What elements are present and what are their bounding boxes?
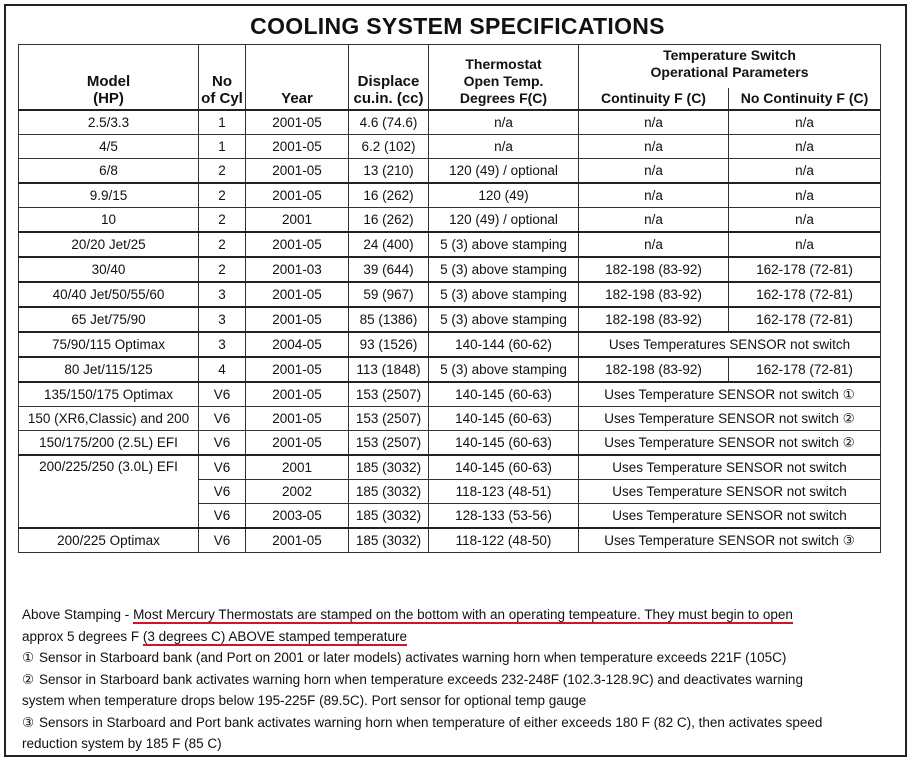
- note-3: ③ Sensors in Starboard and Port bank activates warning horn when temperature of either exceeds 180 F (82 C), then activates speed reduction system by 185 F (85 C): [22, 712, 892, 755]
- header-cyl: No of Cyl: [199, 45, 246, 111]
- cell-no-continuity: n/a: [729, 135, 881, 159]
- table-row: [19, 407, 881, 431]
- cell-model: 75/90/115 Optimax: [19, 332, 199, 357]
- table-row: [19, 307, 881, 332]
- cell-model: 135/150/175 Optimax: [19, 382, 199, 407]
- cell-thermostat: n/a: [429, 135, 579, 159]
- cell-continuity: n/a: [579, 208, 729, 233]
- cell-cyl: 3: [199, 332, 246, 357]
- cell-thermostat: 5 (3) above stamping: [429, 232, 579, 257]
- cell-displacement: 185 (3032): [349, 480, 429, 504]
- cell-model: 6/8: [19, 159, 199, 184]
- note-1: ① Sensor in Starboard bank (and Port on 2001 or later models) activates warning horn when temperature exceeds 221F (105C): [22, 647, 892, 669]
- cell-thermostat: 5 (3) above stamping: [429, 357, 579, 382]
- cell-sensor-note: Uses Temperatures SENSOR not switch: [579, 332, 881, 357]
- cell-sensor-note: Uses Temperature SENSOR not switch ①: [579, 382, 881, 407]
- cell-year: 2001-05: [246, 528, 349, 553]
- header-no-continuity: No Continuity F (C): [729, 88, 881, 110]
- cell-no-continuity: 162-178 (72-81): [729, 282, 881, 307]
- cell-no-continuity: 162-178 (72-81): [729, 257, 881, 282]
- table-row: [19, 431, 881, 456]
- cell-thermostat: 140-145 (60-63): [429, 431, 579, 456]
- cell-year: 2002: [246, 480, 349, 504]
- cell-displacement: 16 (262): [349, 183, 429, 208]
- table-row: [19, 159, 881, 184]
- cell-year: 2001: [246, 455, 349, 480]
- cell-displacement: 16 (262): [349, 208, 429, 233]
- cell-year: 2001: [246, 208, 349, 233]
- cell-cyl: 2: [199, 232, 246, 257]
- cell-cyl: V6: [199, 504, 246, 529]
- cell-no-continuity: n/a: [729, 110, 881, 135]
- cell-cyl: V6: [199, 455, 246, 480]
- cell-year: 2001-05: [246, 407, 349, 431]
- table-row: [19, 232, 881, 257]
- cell-displacement: 113 (1848): [349, 357, 429, 382]
- cell-thermostat: 140-145 (60-63): [429, 382, 579, 407]
- cell-model: 200/225 Optimax: [19, 528, 199, 553]
- cell-thermostat: 120 (49): [429, 183, 579, 208]
- cell-displacement: 153 (2507): [349, 407, 429, 431]
- header-displacement: Displace cu.in. (cc): [349, 45, 429, 111]
- page-title: COOLING SYSTEM SPECIFICATIONS: [250, 13, 665, 39]
- cell-continuity: n/a: [579, 183, 729, 208]
- cell-year: 2001-05: [246, 307, 349, 332]
- cell-model: 9.9/15: [19, 183, 199, 208]
- cell-thermostat: 120 (49) / optional: [429, 159, 579, 184]
- cell-model: 4/5: [19, 135, 199, 159]
- cell-thermostat: n/a: [429, 110, 579, 135]
- cell-year: 2001-05: [246, 382, 349, 407]
- cell-displacement: 185 (3032): [349, 528, 429, 553]
- cell-model: 30/40: [19, 257, 199, 282]
- cell-sensor-note: Uses Temperature SENSOR not switch: [579, 480, 881, 504]
- header-thermostat: Thermostat Open Temp. Degrees F(C): [429, 45, 579, 111]
- cell-displacement: 39 (644): [349, 257, 429, 282]
- cell-model: 20/20 Jet/25: [19, 232, 199, 257]
- table-row: [19, 282, 881, 307]
- cell-thermostat: 128-133 (53-56): [429, 504, 579, 529]
- cell-cyl: V6: [199, 480, 246, 504]
- cell-no-continuity: n/a: [729, 159, 881, 184]
- cell-thermostat: 5 (3) above stamping: [429, 282, 579, 307]
- cell-displacement: 6.2 (102): [349, 135, 429, 159]
- cell-cyl: 2: [199, 183, 246, 208]
- cell-displacement: 93 (1526): [349, 332, 429, 357]
- header-year: Year: [246, 45, 349, 111]
- spec-table: [18, 44, 881, 553]
- table-row: [19, 528, 881, 553]
- header-model: Model (HP): [19, 45, 199, 111]
- cell-no-continuity: 162-178 (72-81): [729, 307, 881, 332]
- cell-year: 2001-05: [246, 183, 349, 208]
- cell-cyl: 3: [199, 307, 246, 332]
- cell-displacement: 85 (1386): [349, 307, 429, 332]
- cell-year: 2001-05: [246, 159, 349, 184]
- cell-model: 150/175/200 (2.5L) EFI: [19, 431, 199, 456]
- circled-one-icon: ①: [22, 650, 35, 665]
- table-row: [19, 257, 881, 282]
- cell-continuity: 182-198 (83-92): [579, 307, 729, 332]
- cell-cyl: V6: [199, 382, 246, 407]
- cell-displacement: 24 (400): [349, 232, 429, 257]
- cell-cyl: 4: [199, 357, 246, 382]
- table-row: [19, 382, 881, 407]
- cell-cyl: 2: [199, 208, 246, 233]
- cell-thermostat: 120 (49) / optional: [429, 208, 579, 233]
- cell-displacement: 153 (2507): [349, 382, 429, 407]
- table-row: [19, 455, 881, 480]
- table-row: [19, 135, 881, 159]
- cell-displacement: 185 (3032): [349, 504, 429, 529]
- cell-thermostat: 5 (3) above stamping: [429, 257, 579, 282]
- cell-sensor-note: Uses Temperature SENSOR not switch ③: [579, 528, 881, 553]
- cell-cyl: 2: [199, 159, 246, 184]
- cell-continuity: 182-198 (83-92): [579, 357, 729, 382]
- cell-year: 2001-05: [246, 357, 349, 382]
- cell-thermostat: 118-122 (48-50): [429, 528, 579, 553]
- cell-model: 80 Jet/115/125: [19, 357, 199, 382]
- cell-displacement: 59 (967): [349, 282, 429, 307]
- cell-thermostat: 140-145 (60-63): [429, 455, 579, 480]
- cell-thermostat: 118-123 (48-51): [429, 480, 579, 504]
- cell-no-continuity: n/a: [729, 232, 881, 257]
- cell-continuity: 182-198 (83-92): [579, 282, 729, 307]
- cell-year: 2004-05: [246, 332, 349, 357]
- cell-thermostat: 140-145 (60-63): [429, 407, 579, 431]
- cell-sensor-note: Uses Temperature SENSOR not switch ②: [579, 431, 881, 456]
- cell-displacement: 185 (3032): [349, 455, 429, 480]
- table-row: [19, 332, 881, 357]
- cell-year: 2001-05: [246, 282, 349, 307]
- cell-model: 200/225/250 (3.0L) EFI: [19, 455, 199, 528]
- cell-sensor-note: Uses Temperature SENSOR not switch: [579, 455, 881, 480]
- cell-model: 65 Jet/75/90: [19, 307, 199, 332]
- cell-model: 40/40 Jet/50/55/60: [19, 282, 199, 307]
- cell-cyl: V6: [199, 431, 246, 456]
- header-continuity: Continuity F (C): [579, 88, 729, 110]
- cell-cyl: V6: [199, 528, 246, 553]
- cell-continuity: n/a: [579, 110, 729, 135]
- cell-displacement: 13 (210): [349, 159, 429, 184]
- notes-section: [22, 604, 892, 755]
- cell-thermostat: 5 (3) above stamping: [429, 307, 579, 332]
- cell-cyl: 3: [199, 282, 246, 307]
- cell-cyl: 1: [199, 135, 246, 159]
- cell-model: 10: [19, 208, 199, 233]
- cell-year: 2001-05: [246, 232, 349, 257]
- table-row: [19, 110, 881, 135]
- table-row: [19, 208, 881, 233]
- table-row: [19, 183, 881, 208]
- cell-year: 2001-05: [246, 431, 349, 456]
- cell-continuity: 182-198 (83-92): [579, 257, 729, 282]
- cell-continuity: n/a: [579, 232, 729, 257]
- table-row: [19, 357, 881, 382]
- cell-thermostat: 140-144 (60-62): [429, 332, 579, 357]
- cell-year: 2001-03: [246, 257, 349, 282]
- header-temperature-switch: Temperature Switch Operational Parameters: [579, 45, 881, 88]
- cell-year: 2003-05: [246, 504, 349, 529]
- cell-model: 2.5/3.3: [19, 110, 199, 135]
- cell-continuity: n/a: [579, 135, 729, 159]
- cell-sensor-note: Uses Temperature SENSOR not switch ②: [579, 407, 881, 431]
- cell-year: 2001-05: [246, 135, 349, 159]
- cell-continuity: n/a: [579, 159, 729, 184]
- cell-cyl: V6: [199, 407, 246, 431]
- cell-sensor-note: Uses Temperature SENSOR not switch: [579, 504, 881, 529]
- cell-cyl: 2: [199, 257, 246, 282]
- cell-year: 2001-05: [246, 110, 349, 135]
- cell-cyl: 1: [199, 110, 246, 135]
- cell-no-continuity: 162-178 (72-81): [729, 357, 881, 382]
- note-above-stamping: Above Stamping - Most Mercury Thermostats are stamped on the bottom with an operating tempeature. They must begin to open approx 5 degrees F (3 degrees C) ABOVE stamped temperature: [22, 607, 793, 644]
- cell-no-continuity: n/a: [729, 208, 881, 233]
- cell-no-continuity: n/a: [729, 183, 881, 208]
- note-2: ② Sensor in Starboard bank activates warning horn when temperature exceeds 232-248F (102.3-128.9C) and deactivates warning system when temperature drops below 195-225F (89.5C). Port sensor for optional temp gauge: [22, 669, 892, 712]
- cell-displacement: 153 (2507): [349, 431, 429, 456]
- cell-displacement: 4.6 (74.6): [349, 110, 429, 135]
- circled-two-icon: ②: [22, 671, 35, 687]
- cell-model: 150 (XR6,Classic) and 200: [19, 407, 199, 431]
- circled-three-icon: ③: [22, 714, 35, 730]
